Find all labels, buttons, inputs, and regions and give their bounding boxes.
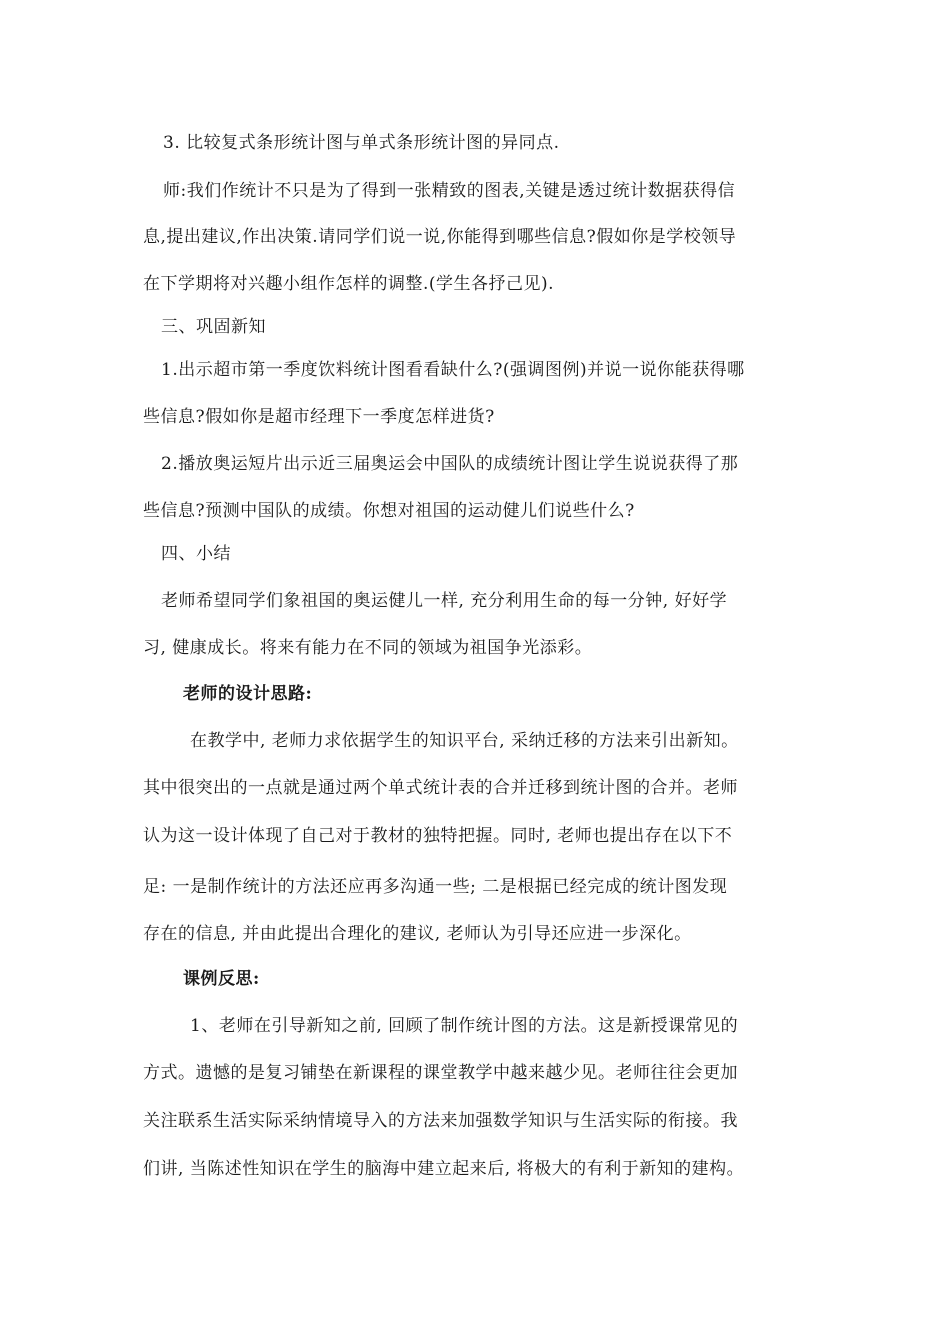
text-line-item1-a: 1.出示超市第一季度饮料统计图看看缺什么?(强调图例)并说一说你能获得哪 <box>161 360 745 380</box>
section-heading-design-idea: 老师的设计思路: <box>183 684 313 704</box>
section-heading-summary: 四、小结 <box>161 544 231 564</box>
text-line-design-4: 足: 一是制作统计的方法还应再多沟通一些; 二是根据已经完成的统计图发现 <box>143 877 728 897</box>
section-heading-reflection: 课例反思: <box>183 969 260 989</box>
text-line-item1-b: 些信息?假如你是超市经理下一季度怎样进货? <box>143 407 495 427</box>
text-line-summary-2: 习, 健康成长。将来有能力在不同的领域为祖国争光添彩。 <box>143 638 593 658</box>
text-line-teacher-speech-1: 师:我们作统计不只是为了得到一张精致的图表,关键是透过统计数据获得信 <box>163 181 736 201</box>
text-line-reflection-2: 方式。遗憾的是复习铺垫在新课程的课堂教学中越来越少见。老师往往会更加 <box>143 1063 738 1083</box>
text-line-reflection-4: 们讲, 当陈述性知识在学生的脑海中建立起来后, 将极大的有利于新知的建构。 <box>143 1159 745 1179</box>
text-line-reflection-1: 1、老师在引导新知之前, 回顾了制作统计图的方法。这是新授课常见的 <box>190 1016 739 1036</box>
text-line-design-5: 存在的信息, 并由此提出合理化的建议, 老师认为引导还应进一步深化。 <box>143 924 692 944</box>
text-line-teacher-speech-2: 息,提出建议,作出决策.请同学们说一说,你能得到哪些信息?假如你是学校领导 <box>143 227 737 247</box>
text-line-compare-charts: 3. 比较复式条形统计图与单式条形统计图的异同点. <box>163 133 560 153</box>
text-line-design-3: 认为这一设计体现了自己对于教材的独特把握。同时, 老师也提出存在以下不 <box>143 826 733 846</box>
text-line-item2-a: 2.播放奥运短片出示近三届奥运会中国队的成绩统计图让学生说说获得了那 <box>161 454 739 474</box>
text-line-reflection-3: 关注联系生活实际采纳情境导入的方法来加强数学知识与生活实际的衔接。我 <box>143 1111 738 1131</box>
text-line-design-2: 其中很突出的一点就是通过两个单式统计表的合并迁移到统计图的合并。老师 <box>143 778 738 798</box>
text-line-design-1: 在教学中, 老师力求依据学生的知识平台, 采纳迁移的方法来引出新知。 <box>190 731 739 751</box>
section-heading-consolidate: 三、巩固新知 <box>161 317 266 337</box>
text-line-teacher-speech-3: 在下学期将对兴趣小组作怎样的调整.(学生各抒己见). <box>143 274 555 294</box>
text-line-item2-b: 些信息?预测中国队的成绩。你想对祖国的运动健儿们说些什么? <box>143 501 635 521</box>
text-line-summary-1: 老师希望同学们象祖国的奥运健儿一样, 充分利用生命的每一分钟, 好好学 <box>161 591 728 611</box>
